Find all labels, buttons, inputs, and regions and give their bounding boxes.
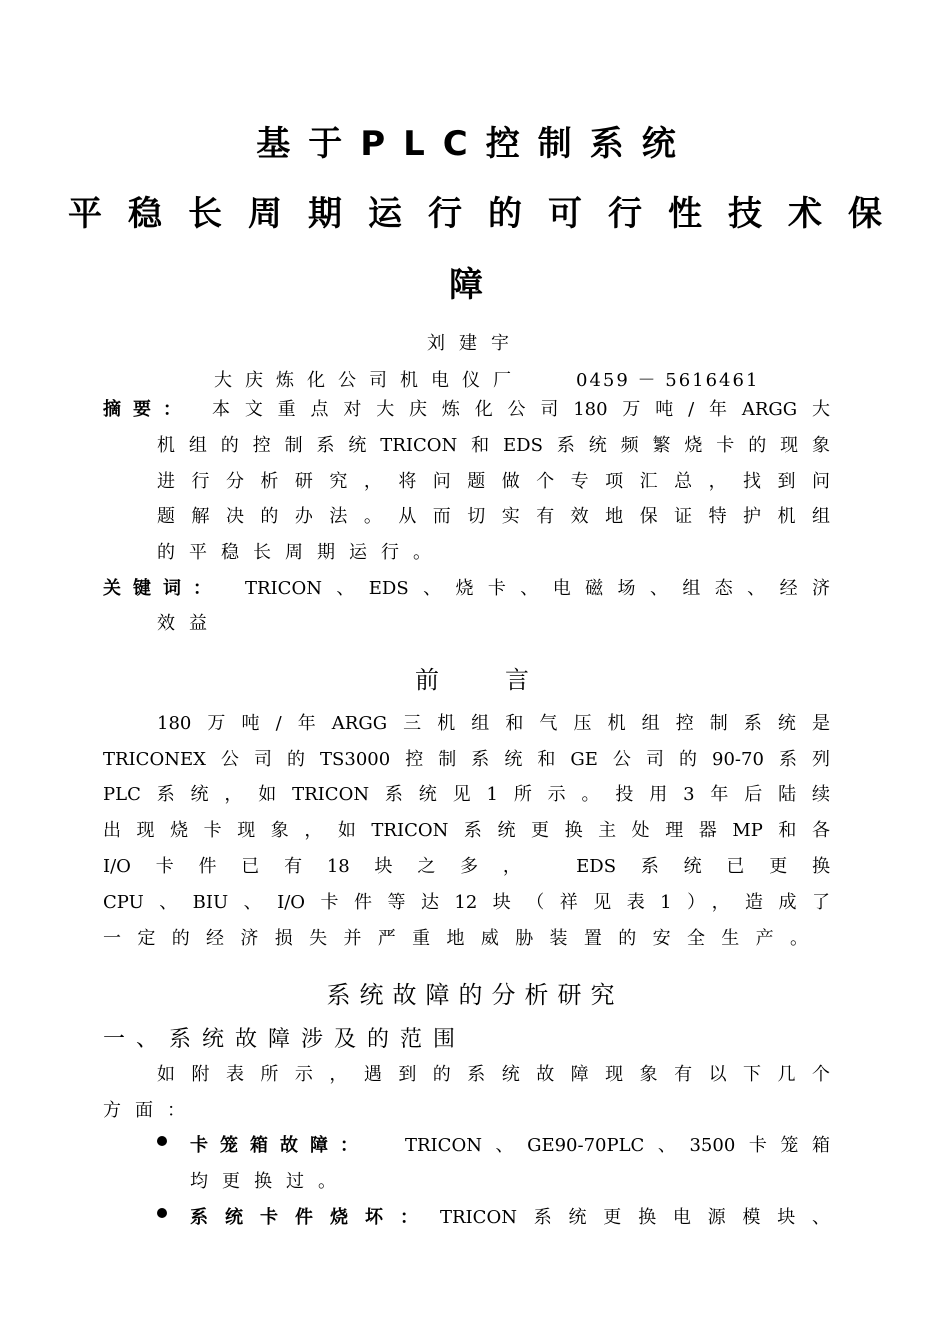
author: 刘建宇 bbox=[427, 333, 523, 354]
preface-line: PLC系统，如TRICON系统见1所示。投用3年后陆续 bbox=[103, 784, 830, 805]
abstract-line: 机组的控制系统TRICON和EDS系统频繁烧卡的现象 bbox=[157, 435, 830, 456]
bullet-item bbox=[190, 1131, 370, 1157]
bullet-icon bbox=[157, 1136, 167, 1146]
keywords-line: 效益 bbox=[157, 613, 221, 634]
bullet-item bbox=[190, 1203, 435, 1229]
bullet-label: 系统卡件烧坏： bbox=[190, 1207, 435, 1228]
bullet-line: 均更换过。 bbox=[190, 1171, 350, 1192]
abstract-line: 题解决的办法。从而切实有效地保证特护机组 bbox=[157, 506, 830, 527]
title-line-3: 障 bbox=[449, 265, 501, 305]
bullet-icon bbox=[157, 1208, 167, 1218]
affiliation-org: 大庆炼化公司机电仪厂 bbox=[214, 370, 524, 391]
section-1-intro-line: 方面： bbox=[103, 1100, 199, 1121]
preface-heading: 前 言 bbox=[415, 666, 535, 694]
preface-line: 一定的经济损失并严重地威胁装置的安全生产。 bbox=[103, 928, 808, 949]
bullet-line: TRICON系统更换电源模块、 bbox=[440, 1207, 830, 1228]
section-1-heading: 一、系统故障涉及的范围 bbox=[103, 1027, 467, 1052]
keywords-block bbox=[103, 574, 223, 600]
preface-line: 出现烧卡现象，如TRICON系统更换主处理器MP和各 bbox=[103, 820, 830, 841]
keywords-line: TRICON、EDS、烧卡、电磁场、组态、经济 bbox=[245, 578, 830, 599]
preface-line: TRICONEX公司的TS3000控制系统和GE公司的90-70系列 bbox=[103, 749, 830, 770]
abstract-line: 的平稳长周期运行。 bbox=[157, 542, 445, 563]
title-line-1: 基于PLC控制系统 bbox=[256, 124, 694, 164]
title-line-2: 平稳长周期运行的可行性技术保 bbox=[68, 194, 908, 234]
abstract-block bbox=[103, 395, 193, 421]
keywords-label: 关键词： bbox=[103, 578, 223, 599]
affiliation bbox=[214, 366, 759, 392]
section-1-intro-line: 如附表所示，遇到的系统故障现象有以下几个 bbox=[157, 1064, 830, 1085]
abstract-line: 进行分析研究，将问题做个专项汇总，找到问 bbox=[157, 471, 830, 492]
preface-line: CPU、BIU、I/O卡件等达12块（祥见表1），造成了 bbox=[103, 892, 830, 913]
bullet-label: 卡笼箱故障： bbox=[190, 1135, 370, 1156]
preface-line: I/O卡件已有18块之多， EDS系统已更换 bbox=[103, 856, 830, 877]
abstract-line: 本文重点对大庆炼化公司180万吨/年ARGG大 bbox=[212, 399, 830, 420]
analysis-heading: 系统故障的分析研究 bbox=[326, 981, 624, 1009]
affiliation-phone: 0459 － 5616461 bbox=[576, 370, 760, 391]
bullet-line: TRICON、GE90-70PLC、3500卡笼箱 bbox=[405, 1135, 830, 1156]
abstract-label: 摘要： bbox=[103, 399, 193, 420]
preface-line: 180万吨/年ARGG三机组和气压机组控制系统是 bbox=[157, 713, 830, 734]
